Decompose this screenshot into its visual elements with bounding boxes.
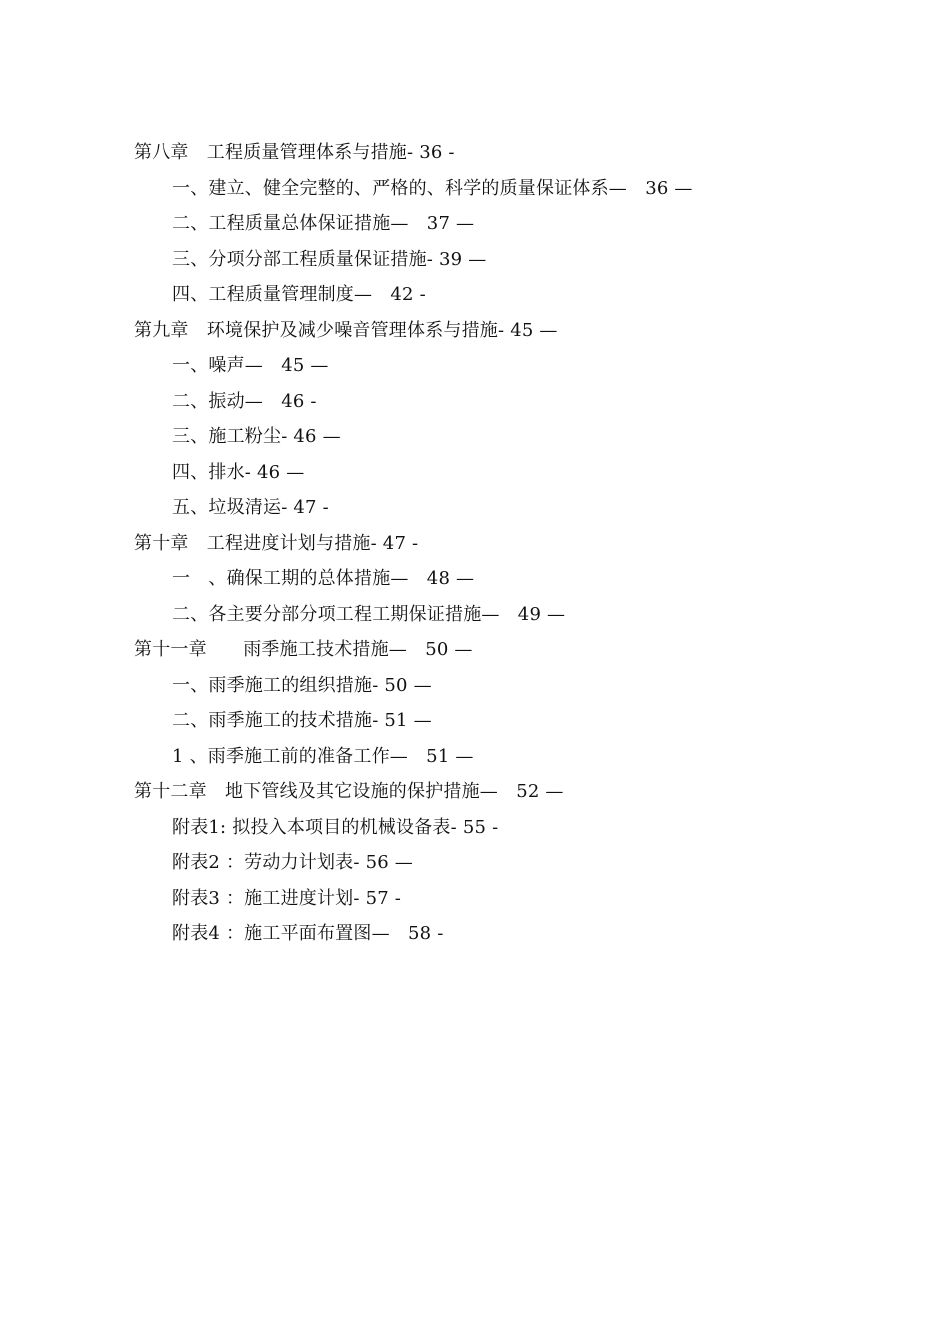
toc-appendix-1: 附表1: 拟投入本项目的机械设备表- 55 - xyxy=(172,816,499,838)
toc-section-9-2: 二、振动— 46 - xyxy=(172,390,317,412)
table-of-contents xyxy=(134,135,854,952)
toc-appendix-3: 附表3 ：施工进度计划- 57 - xyxy=(172,887,402,909)
toc-section-8-1: 一、建立、健全完整的、严格的、科学的质量保证体系— 36 — xyxy=(172,177,693,199)
toc-chapter-11: 第十一章 雨季施工技术措施— 50 — xyxy=(134,639,473,660)
toc-appendix-2: 附表2 ：劳动力计划表- 56 — xyxy=(172,852,414,873)
toc-section-11-1: 一、雨季施工的组织措施- 50 — xyxy=(172,674,432,696)
toc-section-8-2: 二、工程质量总体保证措施— 37 — xyxy=(172,213,475,234)
toc-section-11-2: 二、雨季施工的技术措施- 51 — xyxy=(172,710,432,731)
toc-chapter-9: 第九章 环境保护及减少噪音管理体系与措施- 45 — xyxy=(134,319,558,341)
toc-section-9-1: 一、噪声— 45 — xyxy=(172,355,329,376)
toc-section-10-2: 二、各主要分部分项工程工期保证措施— 49 — xyxy=(172,603,566,625)
toc-chapter-8: 第八章 工程质量管理体系与措施- 36 - xyxy=(134,142,455,163)
toc-section-9-4: 四、排水- 46 — xyxy=(172,461,305,483)
toc-appendix-4: 附表4 ：施工平面布置图— 58 - xyxy=(172,923,444,944)
toc-section-8-4: 四、工程质量管理制度— 42 - xyxy=(172,284,426,305)
toc-section-10-1: 一 、确保工期的总体措施— 48 — xyxy=(172,568,475,589)
toc-section-11-3: 1 、雨季施工前的准备工作— 51 — xyxy=(172,745,474,767)
toc-section-9-3: 三、施工粉尘- 46 — xyxy=(172,426,341,447)
toc-chapter-10: 第十章 工程进度计划与措施- 47 - xyxy=(134,532,419,554)
toc-chapter-12: 第十二章 地下管线及其它设施的保护措施— 52 — xyxy=(134,781,564,802)
toc-section-8-3: 三、分项分部工程质量保证措施- 39 — xyxy=(172,248,487,270)
toc-section-9-5: 五、垃圾清运- 47 - xyxy=(172,497,329,518)
